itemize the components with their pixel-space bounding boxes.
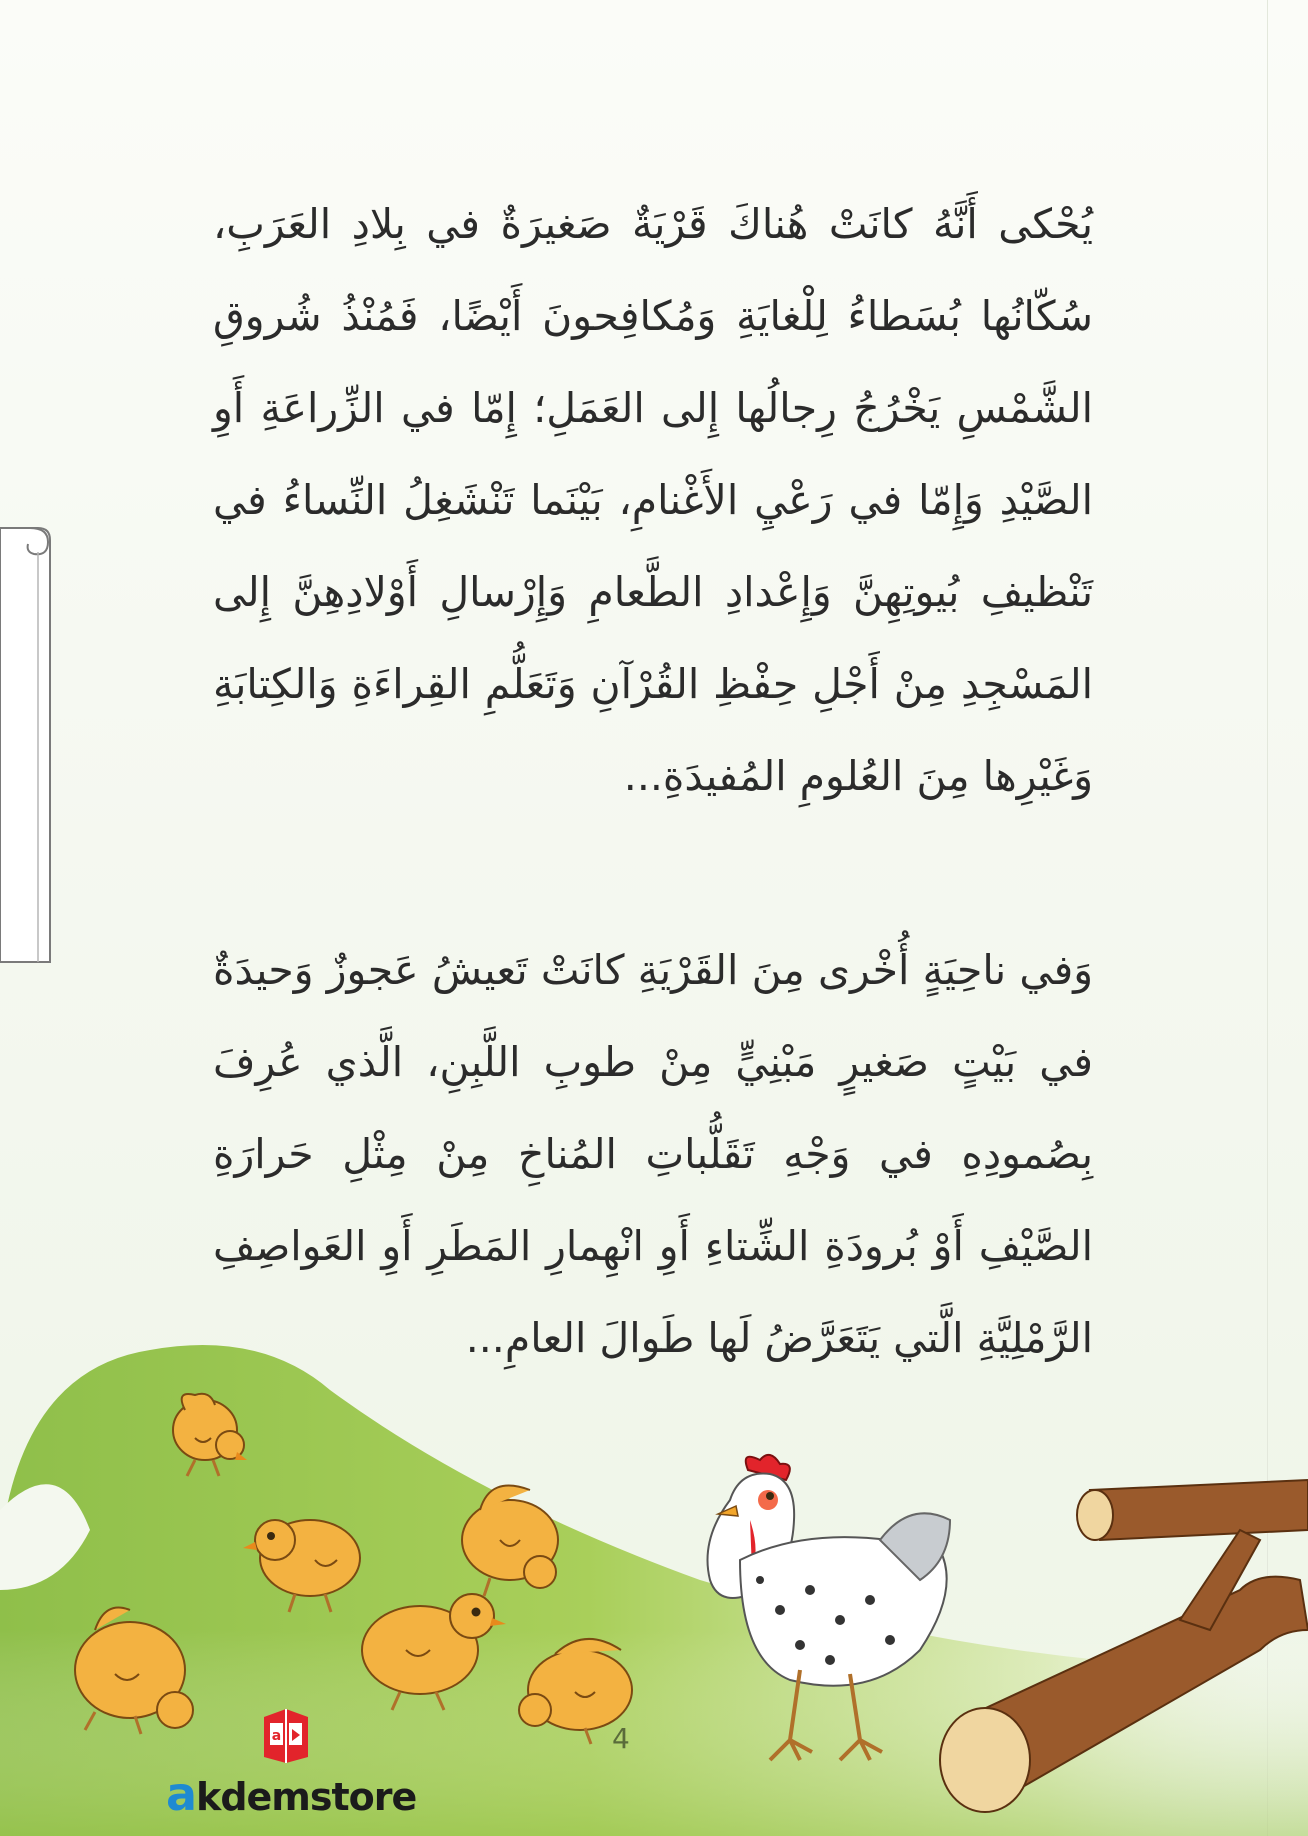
paragraph-text: وَفي ناحِيَةٍ أُخْرى مِنَ القَرْيَةِ كانَتْ تَعيشُ عَجوزٌ وَحيدَةٌ في بَيْتٍ صَغيرٍ مَبْنِيٍّ مِنْ طوبِ اللَّبِنِ، الَّذي عُرِفَ بِصُمودِهِ في وَجْهِ تَقَلُّباتِ المُناخِ مِنْ مِثْلِ حَرارَةِ الصَّيْفِ أَوْ بُرودَةِ الشِّتاءِ أَوِ انْهِمارِ المَطَرِ أَوِ العَواصِفِ الرَّمْلِيَّةِ الَّتي يَتَعَرَّضُ لَها طَوالَ العامِ... [213,946,1093,1362]
brand-name: akdemstore [166,1767,417,1821]
story-paragraph-1 [213,178,1093,822]
svg-text:a: a [271,1728,282,1744]
book-logo-icon [258,1705,314,1765]
paper-scroll-decoration [0,522,54,968]
story-paragraph-2 [213,924,1093,1384]
page-number: 4 [612,1722,630,1755]
brand-watermark [166,1705,426,1821]
paragraph-text: يُحْكى أَنَّهُ كانَتْ هُناكَ قَرْيَةٌ صَغيرَةٌ في بِلادِ العَرَبِ، سُكّانُها بُسَطاءُ لِلْغايَةِ وَمُكافِحونَ أَيْضًا، فَمُنْذُ شُروقِ الشَّمْسِ يَخْرُجُ رِجالُها إِلى العَمَلِ؛ إِمّا في الزِّراعَةِ أَوِ الصَّيْدِ وَإِمّا في رَعْيِ الأَغْنامِ، بَيْنَما تَنْشَغِلُ النِّساءُ في تَنْظيفِ بُيوتِهِنَّ وَإِعْدادِ الطَّعامِ وَإِرْسالِ أَوْلادِهِنَّ إِلى المَسْجِدِ مِنْ أَجْلِ حِفْظِ القُرْآنِ وَتَعَلُّمِ القِراءَةِ وَالكِتابَةِ وَغَيْرِها مِنَ العُلومِ المُفيدَةِ... [213,200,1093,800]
